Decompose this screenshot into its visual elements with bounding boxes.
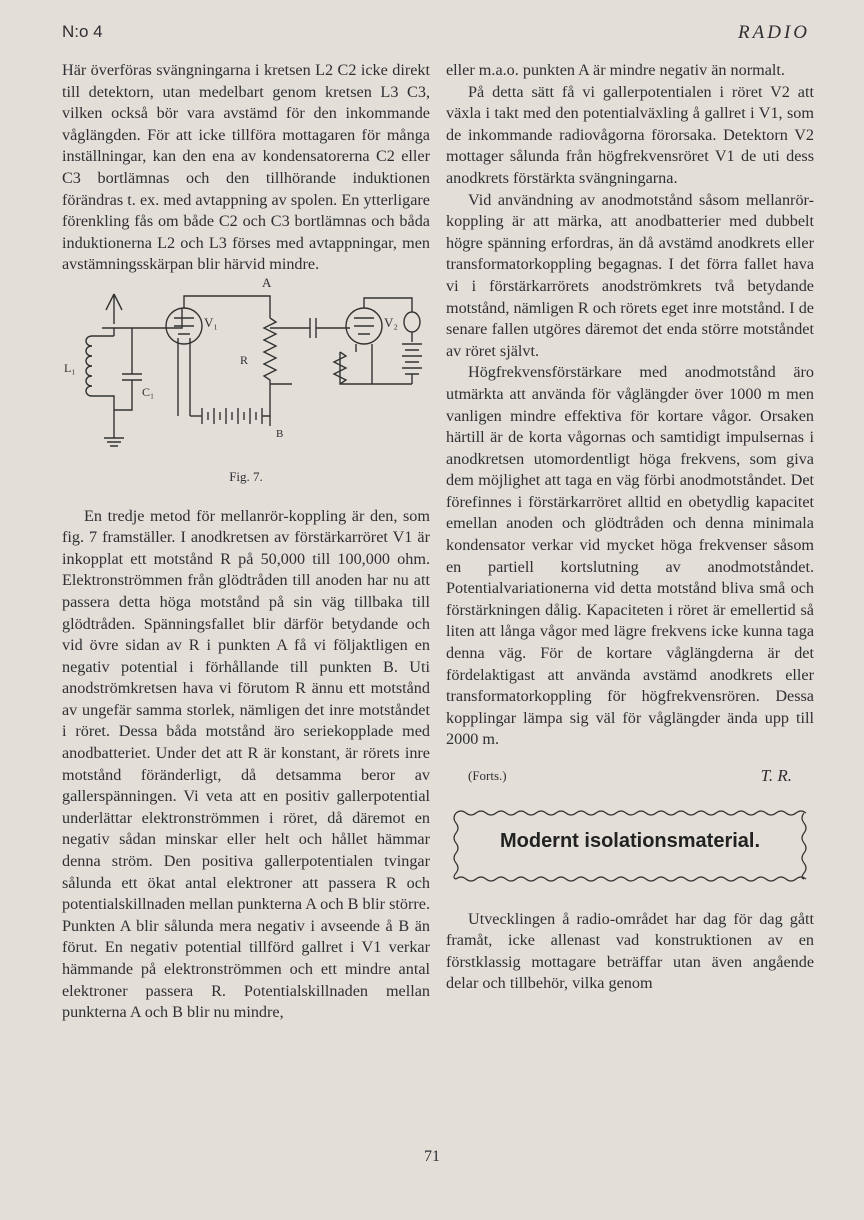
- label-a: A: [262, 274, 272, 290]
- circuit-figure: [62, 274, 430, 460]
- page-number: 71: [424, 1148, 440, 1165]
- label-c1: C₁: [142, 384, 155, 399]
- label-v1: V₁: [204, 314, 218, 330]
- circuit-diagram-icon: [62, 288, 430, 460]
- article-title-box: [452, 807, 808, 885]
- label-r: R: [240, 352, 249, 367]
- label-l1: L₁: [64, 360, 76, 375]
- right-paragraph-2: På detta sätt få vi gallerpotentialen i röret V2 att växla i takt med den potentialväxling å gallret i V1, som de inkommande radiovågorna förorsaka. Detektorn V2 mottager sålunda från högfrekvensröret V1 de uti dess anodkrets förstärkta svängningarna.: [446, 82, 814, 187]
- section-title: Modernt isolationsmaterial.: [499, 829, 761, 852]
- right-paragraph-3: Vid användning av anodmotstånd såsom mellanrör-koppling är att märka, att anodbatterier med dubbelt högre spänning erfordras, än då avstämd anodkrets eller transformatorkoppling begagnas. I det förra fallet hava vi i förstärkarrörets anodströmkrets två betydande motstånd, nämligen R och rörets eget inre motstånd. I de senare fallen utgöres däremot det enda större motståndet av röret självt.: [446, 190, 814, 360]
- article-footer: [446, 765, 814, 787]
- continued-note: (Forts.): [468, 768, 507, 783]
- left-paragraph-1: Här överföras svängningarna i kretsen L2 C2 icke direkt till detektorn, utan medelbart genom kretsen L3 C3, vilken också bör vara avstämd för den inkommande våglängden. För att icke tillföra mottagaren för många inställningar, kan den ena av kondensatorerna C2 eller C3 bortlämnas och den tillhörande induktionen förändras t. ex. med avtappning av spolen. En ytterligare förenkling fås om både C2 och C3 bortlämnas och båda induktionerna L2 och L3 förses med avtappningar, men avstämningsskärpan blir härvid mindre.: [62, 61, 430, 274]
- author-signature: T. R.: [760, 766, 792, 785]
- magazine-title: RADIO: [738, 22, 810, 43]
- right-paragraph-1: eller m.a.o. punkten A är mindre negativ än normalt.: [446, 61, 785, 79]
- left-paragraph-2: En tredje metod för mellanrör-koppling är den, som fig. 7 framställer. I anodkretsen av förstärkarröret V1 är inkopplat ett motstånd R på 50,000 till 100,000 ohm. Elektronströmmen från glödtråden till anoden har nu att passera detta höga motstånd på sin väg tillbaka till glödtråden. Spänningsfallet blir därför betydande och vid övre sidan av R i punkten A få vi följaktligen en negativ potential i förhållande till punkten B. Uti anodströmkretsen hava vi förutom R ännu ett motstånd av ungefär samma storlek, nämligen det inre motståndet i röret. Dessa båda motstånd äro seriekopplade med anodbatteriet. Under det att R är konstant, är rörets inre motstånd föränderligt, då detsamma beror av gallerspänningen. Vi veta att en positiv gallerpotential underlättar elektronströmmen i röret, då däremot en negativ sådan minskar eller helt och hållet hämmar denna ström. Den positiva gallerpotentialen tvingar sålunda ett ökat antal elektroner att passera R och potentialskillnaden mellan punkterna A och B blir större. Punkten A blir sålunda mera negativ i avseende å B än förut. En negativ potential tillförd gallret i V1 verkar hämmande på elektronströmmen och ett mindre antal elektroner passera R. Potentialskillnaden mellan punkterna A och B blir nu mindre,: [62, 506, 430, 1022]
- issue-number: N:o 4: [62, 22, 103, 41]
- right-paragraph-4: Högfrekvensförstärkare med anodmotstånd äro utmärkta att använda för våglängder över 1000 m men vanligen mindre effektiva för kortare vågor. Orsaken härtill är de korta vågornas och samtidigt impulsernas i anodkretsen utomordentligt höga frekvens, som giva dem möjlighet att taga en väg förbi anodmotståndet. Det förefinnes i förstärkarröret alltid en obetydlig kapacitet emellan anoden och glödtråden och denna minimala kondensator verkar vid mycket höga frekvenser såsom en partiell kortslutning av anodmotståndet. Potentialvariationerna vid detta motstånd bliva små och förstärkningen dålig. Kapaciteten i röret är emellertid så liten att långa vågor med lägre frekvens icke kunna taga denna väg. För de kortare våglängderna är det fördelaktigast att använda avstämd anodkrets eller transformatorkoppling för högfrekvensrören. Dessa kopplingar lämpa sig väl för våglängder ända upp till 2000 m.: [446, 363, 814, 749]
- label-b: B: [276, 427, 284, 440]
- figure-caption: Fig. 7.: [229, 468, 263, 484]
- right-paragraph-5: Utvecklingen å radio-området har dag för dag gått framåt, icke allenast vad konstruktionen av en förstklassig mottagare beträffar utan även angående delar och tillbehör, vilka genom: [446, 909, 814, 993]
- right-column: [446, 60, 814, 995]
- left-column: [62, 60, 430, 1024]
- label-v2: V₂: [384, 314, 398, 330]
